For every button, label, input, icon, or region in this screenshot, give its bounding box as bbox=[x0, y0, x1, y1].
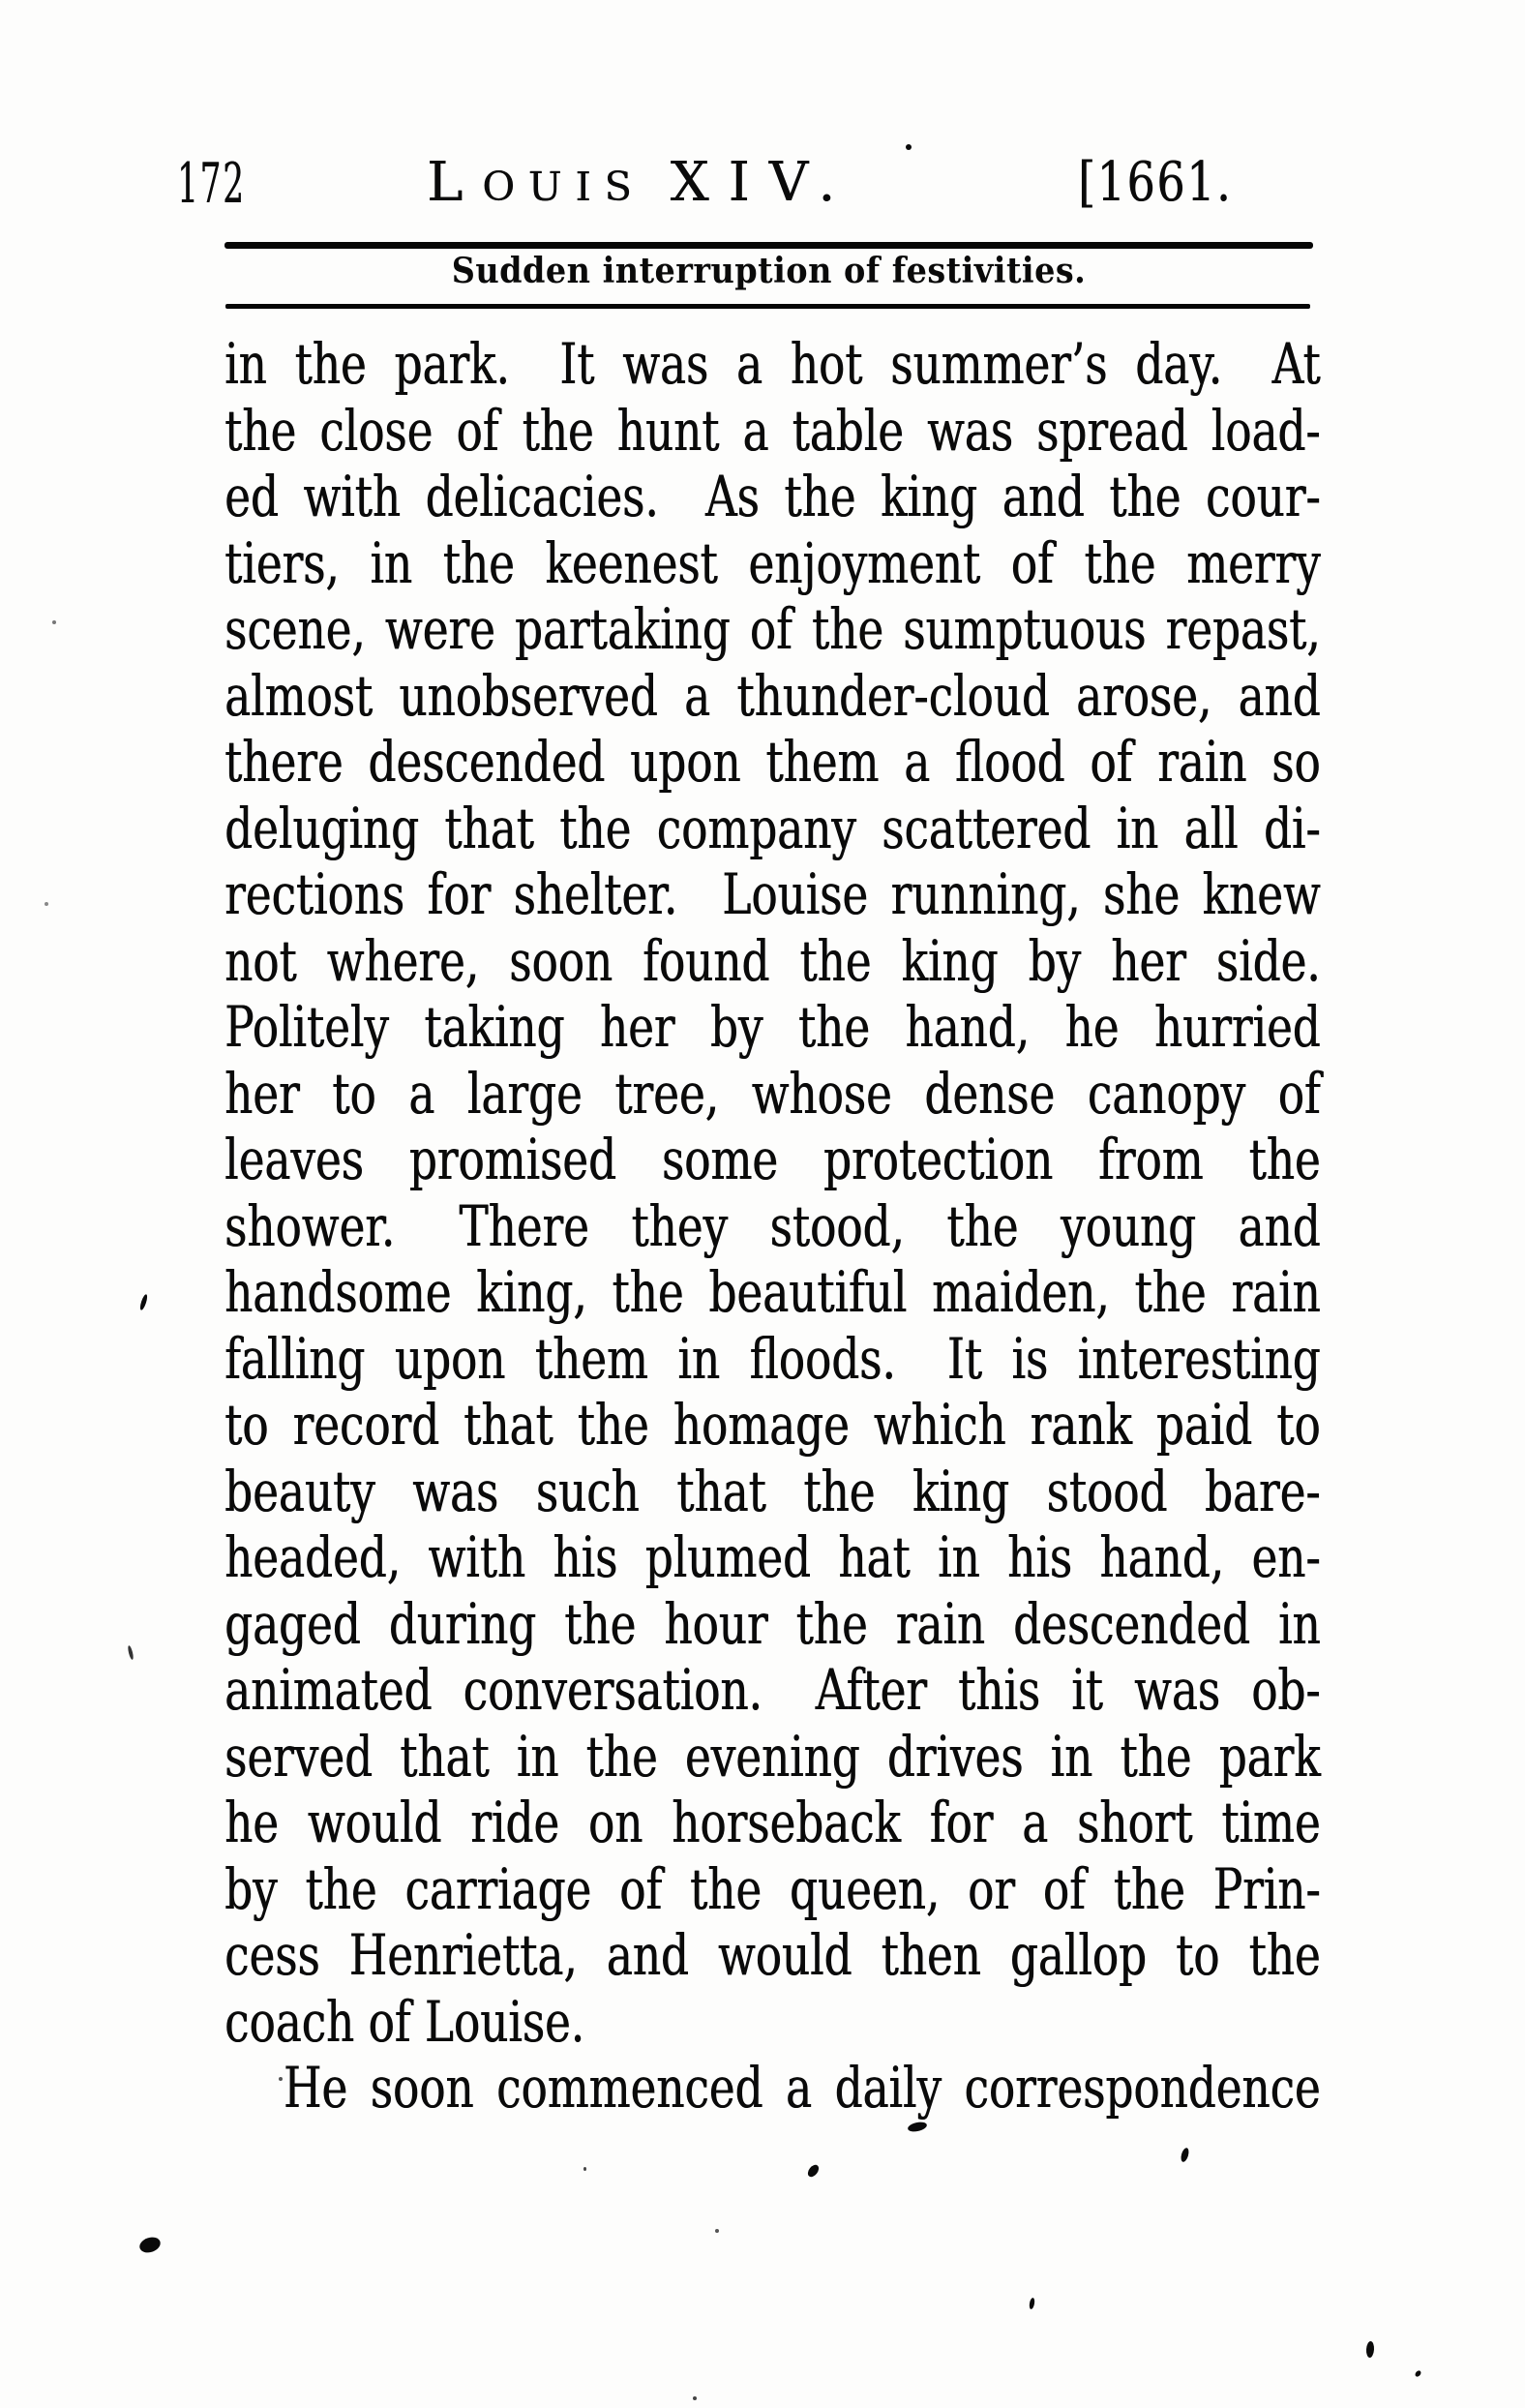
body-line: animated conversation. After this it was ob- bbox=[224, 1657, 1321, 1723]
body-line: her to a large tree, whose dense canopy of bbox=[224, 1060, 1321, 1127]
body-text bbox=[224, 331, 1321, 2122]
scan-speck bbox=[1180, 2147, 1190, 2162]
body-line: gaged during the hour the rain descended in bbox=[224, 1590, 1321, 1657]
scan-speck bbox=[279, 2077, 283, 2081]
body-line: shower. There they stood, the young and bbox=[224, 1192, 1321, 1259]
body-line: to record that the homage which rank paid to bbox=[224, 1392, 1321, 1458]
scan-speck bbox=[1414, 2369, 1421, 2378]
scan-speck bbox=[907, 2121, 927, 2133]
body-line: cess Henrietta, and would then gallop to the bbox=[224, 1922, 1321, 1988]
body-line: he would ride on horseback for a short time bbox=[224, 1790, 1321, 1855]
body-line: there descended upon them a flood of rain so bbox=[224, 729, 1321, 795]
body-line: Politely taking her by the hand, he hurried bbox=[224, 994, 1321, 1060]
scan-speck bbox=[583, 2167, 586, 2171]
scan-speck bbox=[45, 902, 48, 906]
section-subtitle: Sudden interruption of festivities. bbox=[451, 251, 1087, 291]
body-line: in the park. It was a hot summer’s day. At bbox=[224, 331, 1321, 397]
body-line: ed with delicacies. As the king and the cour- bbox=[224, 464, 1321, 529]
running-title-smallcaps: OUIS bbox=[482, 164, 645, 210]
header-rule-thin bbox=[225, 304, 1310, 309]
body-line: not where, soon found the king by her side. bbox=[224, 927, 1321, 994]
body-line: rections for shelter. Louise running, she knew bbox=[224, 861, 1321, 927]
body-line: leaves promised some protection from the bbox=[224, 1127, 1321, 1192]
body-line: beauty was such that the king stood bare- bbox=[224, 1458, 1321, 1524]
body-line: served that in the evening drives in the park bbox=[224, 1723, 1321, 1790]
body-line: the close of the hunt a table was spread load- bbox=[224, 397, 1321, 464]
body-line: almost unobserved a thunder-cloud arose, and bbox=[224, 662, 1321, 729]
body-line: deluging that the company scattered in all di- bbox=[224, 795, 1321, 861]
scan-speck bbox=[693, 2396, 697, 2400]
year-marker: [1661. bbox=[1078, 151, 1233, 214]
body-line: tiers, in the keenest enjoyment of the merry bbox=[224, 529, 1321, 596]
body-line: headed, with his plumed hat in his hand, en- bbox=[224, 1524, 1321, 1590]
body-line: coach of Louise. bbox=[224, 1988, 585, 2055]
body-line: handsome king, the beautiful maiden, the rain bbox=[224, 1259, 1321, 1325]
scan-speck bbox=[127, 1645, 135, 1661]
scan-speck bbox=[715, 2229, 719, 2233]
body-line: scene, were partaking of the sumptuous repast, bbox=[224, 596, 1321, 662]
running-title bbox=[427, 151, 855, 214]
running-title-initial: L bbox=[427, 151, 483, 214]
scan-speck bbox=[1365, 2341, 1374, 2359]
scan-speck bbox=[52, 620, 56, 624]
page-number: 172 bbox=[177, 152, 246, 216]
scan-speck bbox=[138, 1294, 148, 1311]
body-line: by the carriage of the queen, or of the Prin- bbox=[224, 1855, 1321, 1922]
scan-speck bbox=[137, 2235, 163, 2255]
body-line: He soon commenced a daily correspondence bbox=[283, 2055, 1321, 2121]
scan-speck bbox=[1029, 2298, 1035, 2310]
scan-speck bbox=[906, 144, 912, 150]
body-line: falling upon them in floods. It is interesting bbox=[224, 1325, 1321, 1392]
running-title-numeral: XIV. bbox=[670, 151, 855, 214]
scan-speck bbox=[806, 2163, 822, 2180]
